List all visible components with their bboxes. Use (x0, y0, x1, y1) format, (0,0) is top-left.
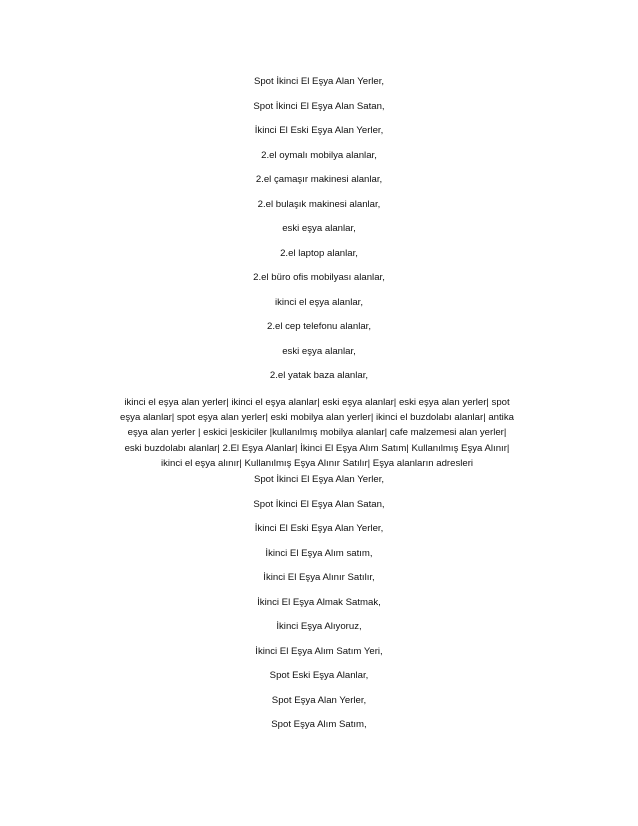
text-line: İkinci El Eşya Almak Satmak, (257, 597, 381, 608)
text-line: İkinci Eşya Alıyoruz, (276, 621, 362, 632)
text-line: 2.el bulaşık makinesi alanlar, (257, 199, 381, 210)
text-line: Spot İkinci El Eşya Alan Yerler, (253, 474, 385, 485)
text-line: eski eşya alanlar, (282, 346, 356, 357)
keyword-paragraph (86, 395, 548, 471)
text-line: Spot Eşya Alım Satım, (271, 719, 367, 730)
text-line: Spot Eski Eşya Alanlar, (269, 670, 369, 681)
text-line: İkinci El Eşya Alınır Satılır, (263, 572, 375, 583)
text-line: İkinci El Eski Eşya Alan Yerler, (254, 523, 384, 534)
text-line: 2.el büro ofis mobilyası alanlar, (253, 272, 385, 283)
text-line: İkinci El Eşya Alım Satım Yeri, (255, 646, 383, 657)
paragraph-line: ikinci el eşya alan yerler| ikinci el eşya alanlar| eski eşya alanlar| eski eşya alan yerler| spot (124, 397, 510, 408)
paragraph-line: eşya alan yerler | eskici |eskiciler |kullanılmış mobilya alanlar| cafe malzemesi alan yerler| (127, 427, 507, 439)
text-line: 2.el laptop alanlar, (280, 248, 358, 259)
text-line: Spot İkinci El Eşya Alan Yerler, (253, 76, 385, 87)
text-line: ikinci el eşya alanlar, (275, 297, 363, 308)
paragraph-line: eski buzdolabı alanlar| 2.El Eşya Alanlar| İkinci El Eşya Alım Satım| Kullanılmış Eşya Alınır| (124, 442, 510, 454)
text-line: Spot İkinci El Eşya Alan Satan, (253, 101, 385, 112)
text-line: 2.el oymalı mobilya alanlar, (261, 150, 377, 161)
text-line: 2.el cep telefonu alanlar, (266, 321, 371, 332)
text-line: İkinci El Eşya Alım satım, (265, 548, 373, 559)
paragraph-line: ikinci el eşya alınır| Kullanılmış Eşya Alınır Satılır| Eşya alanların adresleri (160, 457, 474, 469)
text-line: İkinci El Eski Eşya Alan Yerler, (254, 125, 384, 136)
text-line: 2.el çamaşır makinesi alanlar, (255, 174, 383, 185)
text-line: eski eşya alanlar, (282, 223, 356, 234)
text-line: 2.el yatak baza alanlar, (269, 370, 369, 381)
paragraph-line: eşya alanlar| spot eşya alan yerler| eski mobilya alan yerler| ikinci el buzdolabı alanlar| antika (120, 412, 514, 424)
text-line: Spot İkinci El Eşya Alan Satan, (253, 499, 385, 510)
text-line: Spot Eşya Alan Yerler, (271, 695, 367, 706)
